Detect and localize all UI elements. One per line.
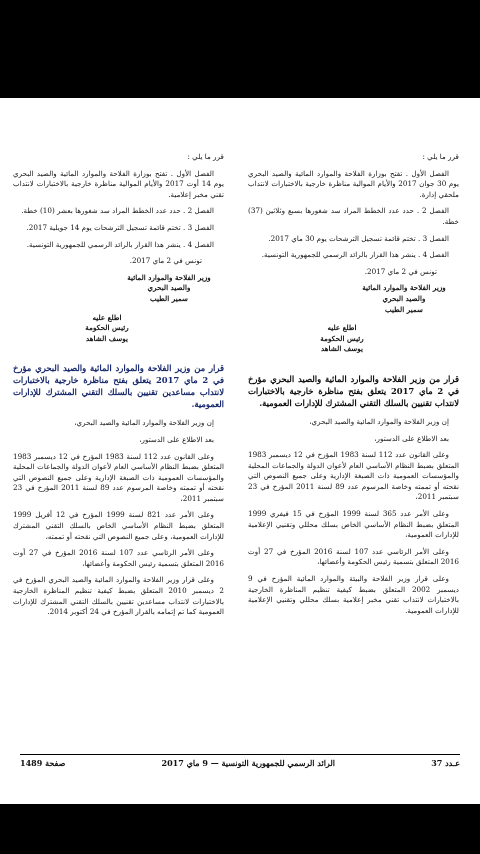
minister-title-line2: والصيد البحري <box>382 293 426 303</box>
article-1: الفصل الأول . تفتح بوزارة الفلاحة والموارد المائية والصيد البحري يوم 30 جوان 2017 والأيام الموالية مناظرة خارجية بالاختبارات لانتداب ملحقي إدارة. <box>248 168 459 199</box>
article-3: الفصل 3 . تختم قائمة تسجيل الترشحات يوم 14 جويلية 2017. <box>26 222 214 232</box>
minister-signature <box>114 273 224 305</box>
article-2: الفصل 2 . حدد عدد الخطط المراد سد شغورها بعشر (10) خطة. <box>21 206 214 216</box>
journal-title: الرائد الرسمي للجمهورية التونسية — 9 ماي 2017 <box>161 758 336 768</box>
page-number: صفحة 1489 <box>20 758 66 768</box>
signing-date: تونس في 2 ماي 2017. <box>129 256 202 266</box>
pm-name: يوسف الشاهد <box>320 344 364 354</box>
visa-constitution: بعد الاطلاع على الدستور، <box>139 434 214 444</box>
minister-title-line2: والصيد البحري <box>147 283 191 293</box>
decree-title: قرار من وزير الفلاحة والموارد المائية والصيد البحري مؤرخ في 2 ماي 2017 يتعلق بفتح مناظرة خارجية بالاختبارات لانتداب مساعدين تقنيين بالسلك التقني المشترك للإدارات العمومية. <box>13 363 224 410</box>
seen-label: اطلع عليه <box>327 323 357 333</box>
document-page <box>0 98 480 804</box>
visa-4: وعلى قرار وزير الفلاحة والبيئة والموارد المائية المؤرخ في 9 ديسمبر 2002 المتعلق بضبط كيفية تنظيم المناظرة الخارجية بالاختبارات لانتداب تقني مخبر إعلامية بسلك محللي وتقنيي الإعلامية للإدارات العمومية. <box>248 574 459 615</box>
article-1: الفصل الأول . تفتح بوزارة الفلاحة والموارد المائية والصيد البحري يوم 14 أوت 2017 والأيام الموالية مناظرة خارجية بالاختبارات لانتداب تقني مخبر إعلامية. <box>13 168 224 199</box>
minister-title-line1: وزير الفلاحة والموارد المائية <box>362 283 446 293</box>
visa-constitution: بعد الاطلاع على الدستور، <box>374 433 449 443</box>
article-4: الفصل 4 . ينشر هذا القرار بالرائد الرسمي للجمهورية التونسية. <box>26 239 214 249</box>
minister-signature <box>349 283 459 315</box>
decide-heading: قرر ما يلي : <box>187 152 224 161</box>
visa-1: وعلى القانون عدد 112 لسنة 1983 المؤرخ في 12 ديسمبر 1983 المتعلق بضبط النظام الأساسي العام لأعوان الدولة والجماعات المحلية والمؤسسات العمومية ذات الصبغة الإدارية وعلى جميع النصوص التي نقحته أو تممته وخاصة المرسوم عدد 89 لسنة 2011 المؤرخ في 23 سبتمبر 2011، <box>13 451 224 503</box>
decree-intro: إن وزير الفلاحة والموارد المائية والصيد البحري، <box>309 416 449 426</box>
pm-name: يوسف الشاهد <box>85 333 129 343</box>
pm-signature <box>287 323 397 355</box>
article-4: الفصل 4 . ينشر هذا القرار بالرائد الرسمي للجمهورية التونسية. <box>261 250 449 260</box>
decree-intro: إن وزير الفلاحة والموارد المائية والصيد البحري، <box>74 418 214 428</box>
decide-heading: قرر ما يلي : <box>422 152 459 161</box>
seen-label: اطلع عليه <box>92 312 122 322</box>
article-3: الفصل 3 . تختم قائمة تسجيل الترشحات يوم 30 ماي 2017. <box>268 233 449 243</box>
left-column <box>13 152 224 624</box>
visa-1: وعلى القانون عدد 112 لسنة 1983 المؤرخ في 12 ديسمبر 1983 المتعلق بضبط النظام الأساسي العام لأعوان الدولة والجماعات المحلية والمؤسسات العمومية ذات الصبغة الإدارية وعلى جميع النصوص التي نقحته أو تممته وخاصة المرسوم عدد 89 لسنة 2011 المؤرخ في 23 سبتمبر 2011، <box>248 450 459 502</box>
issue-number: عـدد 37 <box>431 758 460 768</box>
visa-2: وعلى الأمر عدد 365 لسنة 1999 المؤرخ في 15 فيفري 1999 المتعلق بضبط النظام الأساسي الخاص بسلك محللي وتقنيي الإعلامية للإدارات العمومية، <box>248 509 459 540</box>
pm-title: رئيس الحكومة <box>320 333 364 343</box>
decree-title: قرار من وزير الفلاحة والموارد المائية والصيد البحري مؤرخ في 2 ماي 2017 يتعلق بفتح مناظرة خارجية بالاختبارات لانتداب تقنيين بالسلك التقني المشترك للإدارات العمومية. <box>248 373 459 408</box>
pm-signature <box>52 313 162 345</box>
minister-title-line1: وزير الفلاحة والموارد المائية <box>127 272 211 282</box>
minister-name: سمير الطيب <box>149 293 189 303</box>
signing-date: تونس في 2 ماي 2017. <box>364 266 437 276</box>
visa-2: وعلى الأمر عدد 821 لسنة 1999 المؤرخ في 12 أفريل 1999 المتعلق بضبط النظام الأساسي الخاص بالسلك التقني المشترك للإدارات العمومية، وعلى جميع النصوص التي نقحته أو تممته، <box>13 510 224 541</box>
bottom-black-bar <box>0 804 480 854</box>
right-column <box>248 152 459 622</box>
article-2: الفصل 2 . حدد عدد الخطط المراد سد شغورها بسبع وثلاثين (37) خطة. <box>248 206 459 226</box>
minister-name: سمير الطيب <box>384 304 424 314</box>
pm-title: رئيس الحكومة <box>85 323 129 333</box>
page-footer <box>20 754 460 768</box>
visa-3: وعلى الأمر الرئاسي عدد 107 لسنة 2016 المؤرخ في 27 أوت 2016 المتعلق بتسمية رئيس الحكومة وأعضائها، <box>13 548 224 568</box>
visa-4: وعلى قرار وزير الفلاحة والموارد المائية والصيد البحري المؤرخ في 2 ديسمبر 2010 المتعلق بضبط كيفية تنظيم المناظرة الخارجية بالاختبارات لانتداب مساعدين تقنيين بالسلك التقني المشترك للإدارات العمومية كما تم إتمامه بالقرار المؤرخ في 24 أكتوبر 2014. <box>13 575 224 617</box>
visa-3: وعلى الأمر الرئاسي عدد 107 لسنة 2016 المؤرخ في 27 أوت 2016 المتعلق بتسمية رئيس الحكومة وأعضائها، <box>248 546 459 567</box>
